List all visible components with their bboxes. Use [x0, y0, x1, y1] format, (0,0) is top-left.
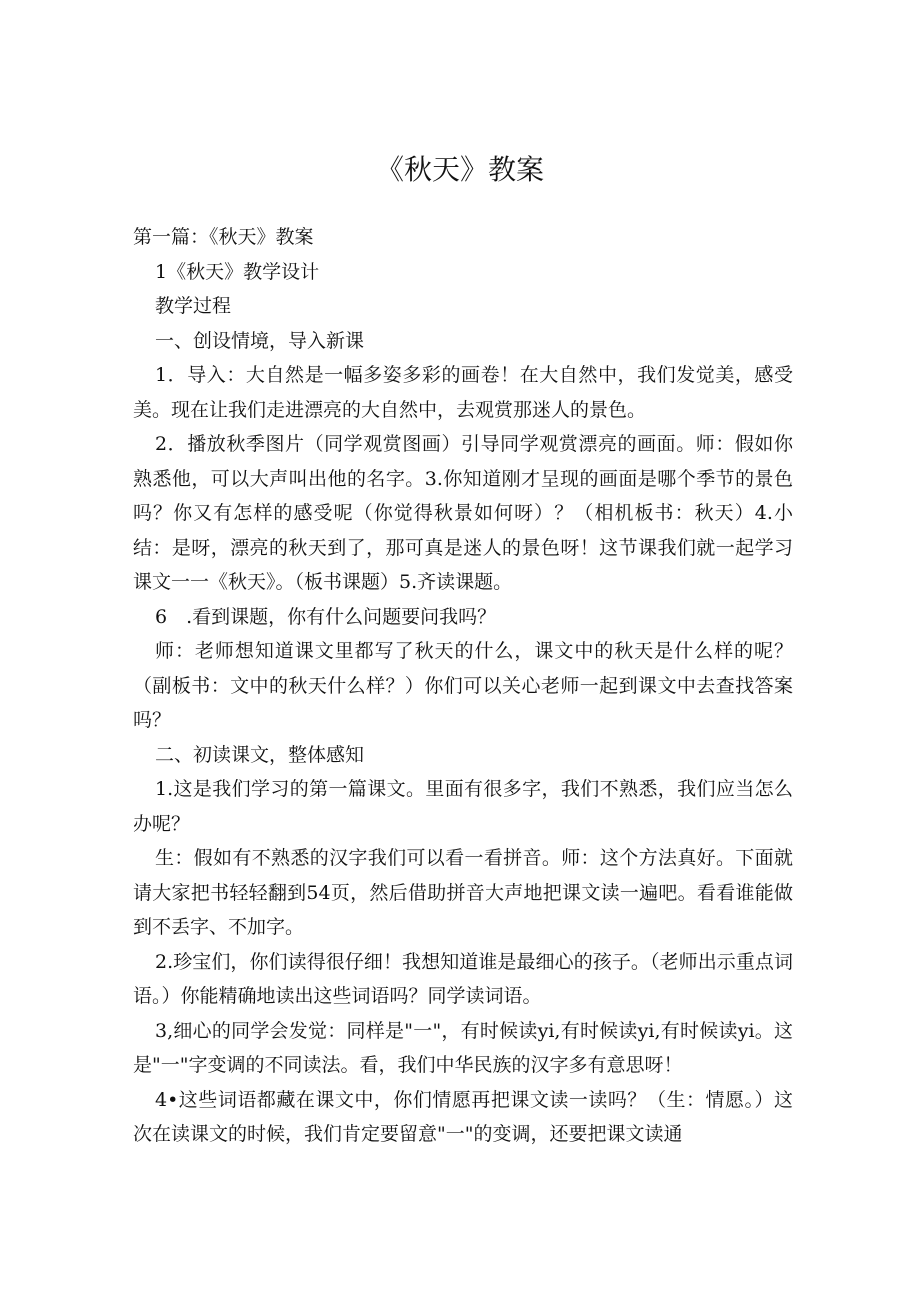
subsection-heading: 1《秋天》教学设计 [155, 260, 320, 283]
part-two-heading: 二、初读课文，整体感知 [155, 743, 365, 766]
teaching-process-heading: 教学过程 [155, 295, 232, 317]
paragraph: 生：假如有不熟悉的汉字我们可以看一看拼音。师：这个方法真好。下面就请大家把书轻轻翻到54页，然后借助拼音大声地把课文读一遍吧。看看谁能做到不丢字、不加字。 [133, 847, 793, 938]
paragraph: 1.这是我们学习的第一篇课文。里面有很多字，我们不熟悉，我们应当怎么办呢？ [133, 778, 793, 835]
paragraph: 4•这些词语都藏在课文中，你们情愿再把课文读一读吗？（生：情愿。）这次在读课文的时候，我们肯定要留意"一"的变调，还要把课文读通 [133, 1088, 793, 1145]
paragraph: 2．播放秋季图片（同学观赏图画）引导同学观赏漂亮的画面。师：假如你熟悉他，可以大声叫出他的名字。3.你知道刚才呈现的画面是哪个季节的景色吗？你又有怎样的感受呢（你觉得秋景如何呀）？（相机板书：秋天）4.小结：是呀，漂亮的秋天到了，那可真是迷人的景色呀！这节课我们就一起学习课文一一《秋天》。（板书课题）5.齐读课题。 [133, 433, 793, 593]
paragraph: 6 .看到课题，你有什么问题要问我吗？ [155, 605, 497, 628]
paragraph: 师：老师想知道课文里都写了秋天的什么，课文中的秋天是什么样的呢？（副板书：文中的秋天什么样？）你们可以关心老师一起到课文中去查找答案吗？ [133, 640, 793, 731]
paragraph: 3,细心的同学会发觉：同样是"一"，有时候读yi,有时候读yi,有时候读yi。这是"一"字变调的不同读法。看，我们中华民族的汉字多有意思呀！ [133, 1019, 793, 1076]
part-one-heading: 一、创设情境，导入新课 [155, 329, 365, 352]
paragraph: 2.珍宝们，你们读得很仔细！我想知道谁是最细心的孩子。（老师出示重点词语。）你能精确地读出这些词语吗？同学读词语。 [133, 950, 793, 1007]
document-title: 《秋天》教案 [375, 153, 544, 186]
section-heading: 第一篇：《秋天》教案 [133, 226, 314, 248]
document-body [133, 220, 793, 1152]
paragraph: 1．导入：大自然是一幅多姿多彩的画卷！在大自然中，我们发觉美，感受美。现在让我们走进漂亮的大自然中，去观赏那迷人的景色。 [133, 364, 793, 421]
